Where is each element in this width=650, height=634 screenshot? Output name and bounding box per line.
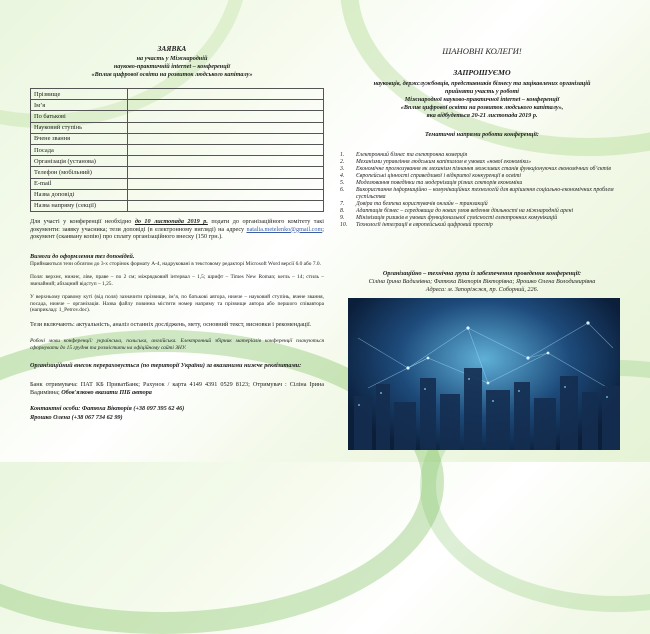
topic-item [340,166,630,173]
topic-text: Електронний бізнес та електронна комерція [356,152,468,158]
form-field-input[interactable] [128,122,324,133]
form-field-label: Посада [31,144,128,155]
form-field-input[interactable] [128,89,324,100]
theses-content: Тези включають: актуальність, аналіз останніх досліджень, мету, основний текст, висновки і рекомендації. [30,321,312,328]
form-field-label: Назва доповіді [31,189,128,200]
committee-names: Сіліна Ірина Вадимівна; Фатюха Вікторія Вікторівна; Ярошко Олена Володимирівна [368,278,596,285]
form-field-label: E-mail [31,178,128,189]
topics-list [340,152,630,229]
form-field-label: Організація (установа) [31,156,128,167]
invite-text: Міжнародної науково-практичної internet – конференції [404,96,560,103]
form-row [31,111,324,122]
topic-text: Довіра та безпека користувачів онлайн – транзакцій [356,201,488,207]
form-row [31,133,324,144]
text: подати до організаційного комітету такі документи: заявку учасника; тези доповіді (в електронному вигляді) на адресу [30,218,324,233]
topic-item [340,152,630,159]
email-link[interactable]: natalia.metelenko@gmail.com [246,225,323,233]
text: Для участі у конференції необхідно [30,218,132,225]
topic-item [340,222,630,229]
form-field-input[interactable] [128,144,324,155]
form-subtitle: на участь у Міжнародній [136,55,208,62]
topic-number: 8. [340,208,345,214]
form-row [31,200,324,211]
topic-text: Адаптація бізнес – середовища до нових умов ведення діяльності на міжнародній арені [356,208,574,214]
requirements-heading: Вимоги до оформлення тез доповідей. [30,253,135,260]
form-row [31,100,324,111]
form-field-input[interactable] [128,200,324,211]
network-graphic [348,298,620,450]
deadline: до 10 листопада 2019 р. [134,218,208,225]
topic-text: Технології інтеграції в європейський цифровий простір [356,222,493,228]
form-row [31,167,324,178]
topic-text: Європейські цінності справедливої і відкритої конкуренції в освіті [356,173,522,179]
form-field-label: Вчене звання [31,133,128,144]
topic-number: 4. [340,173,345,179]
form-field-label: Науковий ступінь [31,122,128,133]
topic-text: Економічне прогнозування як механізм пізнання можливих станів функціонуючих економічних об’єктів [356,166,611,172]
form-field-input[interactable] [128,111,324,122]
languages-text: Робочі мови конференції: українська, польська, англійська. Електронний збірник матеріалів конференції плануються сформувати до 15 грудня та розмістити на офіційному сайті ЗНУ. [30,338,324,351]
form-field-label: Прізвище [31,89,128,100]
form-title: ЗАЯВКА [157,44,187,53]
invite-text: яка відбудеться 20-21 листопада 2019 р. [426,112,538,119]
topic-text: Використання інформаційно – комунікаційних технологій для вирішення соціально-економічних проблем суспільства [356,187,614,200]
topic-number: 5. [340,180,345,186]
form-field-input[interactable] [128,178,324,189]
topic-number: 1. [340,152,345,158]
form-field-label: Телефон (мобільний) [31,167,128,178]
topic-number: 6. [340,187,345,193]
form-field-label: По батькові [31,111,128,122]
form-field-input[interactable] [128,100,324,111]
digital-city-image [348,298,620,450]
invite-text: науковців, держслужбовців, представників бізнесу та зацікавлених організацій [373,80,591,87]
address: Адреса: м. Запоріжжя, пр. Соборний, 226. [425,286,539,293]
topic-item [340,173,630,180]
fee-heading: Організаційний внесок перераховується (по території України) за вказаними нижче реквізитами: [30,362,302,369]
invite-text: «Вплив цифрової освіти на розвиток людського капіталу», [400,104,564,111]
topic-number: 10. [340,222,348,228]
form-row [31,89,324,100]
requirements-text: Поля: верхнє, нижнє, ліве, праве – по 2 см; міжрядковий інтервал – 1,5; шрифт – Times New Roman; кегль – 14; стиль – звичайний; абзацний відступ – 1,25. [30,274,324,287]
contacts: Контактні особи: Фатюха Вікторія (+38 097 395 62 46) [30,405,185,412]
form-row [31,189,324,200]
topic-item [340,187,630,201]
topic-text: Моделювання поведінки та модернізація різних секторів економіки [356,180,523,186]
form-field-input[interactable] [128,156,324,167]
text: Банк отримувача: ПАТ КБ ПриватБанк; Рахунок / карта 4149 4391 0529 8123; Отримувач : Сіліна Ірина Вадимівна; [30,381,324,396]
greeting: ШАНОВНІ КОЛЕГИ! [442,46,522,56]
text: ; документ (сканвану копію) про сплату організаційного внеску (150 грн.). [30,225,324,241]
topic-item [340,215,630,222]
invitation-panel [332,0,632,462]
text: Обов'язково вказати ПІБ автора [61,388,152,396]
requirements-text: У верхньому правому куті (від поля) зазначити прізвище, ім’я, по батькові автора, нижче – науковий ступінь, вчене звання, посада, нижче – організація. Назва файлу повинна містити номер напряму та прізвище автора або першого співавтора (наприклад: 1_Petrov.doc). [30,294,324,314]
topic-number: 9. [340,215,345,221]
form-subtitle: науково-практичній internet – конференції [113,63,231,70]
topic-text: Мінімізація ризиків в умовах функціональної сумісності електронних комунікацій [356,215,558,221]
form-row [31,156,324,167]
invite-heading: ЗАПРОШУЄМО [453,68,511,77]
invite-text: прийняти участь у роботі [445,88,519,95]
topic-text: Механізми управління людським капіталом в умовах «нової економіки» [356,159,531,165]
topic-item [340,159,630,166]
topic-item [340,208,630,215]
topic-number: 2. [340,159,345,165]
contacts: Ярошко Олена (+38 067 734 62 99) [30,414,123,421]
topic-number: 7. [340,201,345,207]
topic-item [340,201,630,208]
form-field-input[interactable] [128,133,324,144]
form-field-label: Назва напряму (секції) [31,200,128,211]
form-row [31,178,324,189]
topic-number: 3. [340,166,345,172]
form-field-label: Ім’я [31,100,128,111]
form-row [31,144,324,155]
form-field-input[interactable] [128,167,324,178]
submission-paragraph [30,218,324,241]
committee-title: Організаційно – технічна група із забезпечення проведення конференції: [382,270,582,277]
topics-title: Тематичні напрями роботи конференції: [425,131,539,138]
topic-item [340,180,630,187]
registration-table [30,88,324,212]
form-field-input[interactable] [128,189,324,200]
bank-details [30,381,324,396]
form-row [31,122,324,133]
requirements-text: Приймаються тези обсягом до 3-х сторінок формату А-4, надруковані в текстовому редакторі Microsoft Word версії 6.0 або 7.0. [30,261,321,267]
form-subtitle: «Вплив цифрової освіти на розвиток людського капіталу» [91,71,253,78]
application-form-panel [22,0,322,462]
